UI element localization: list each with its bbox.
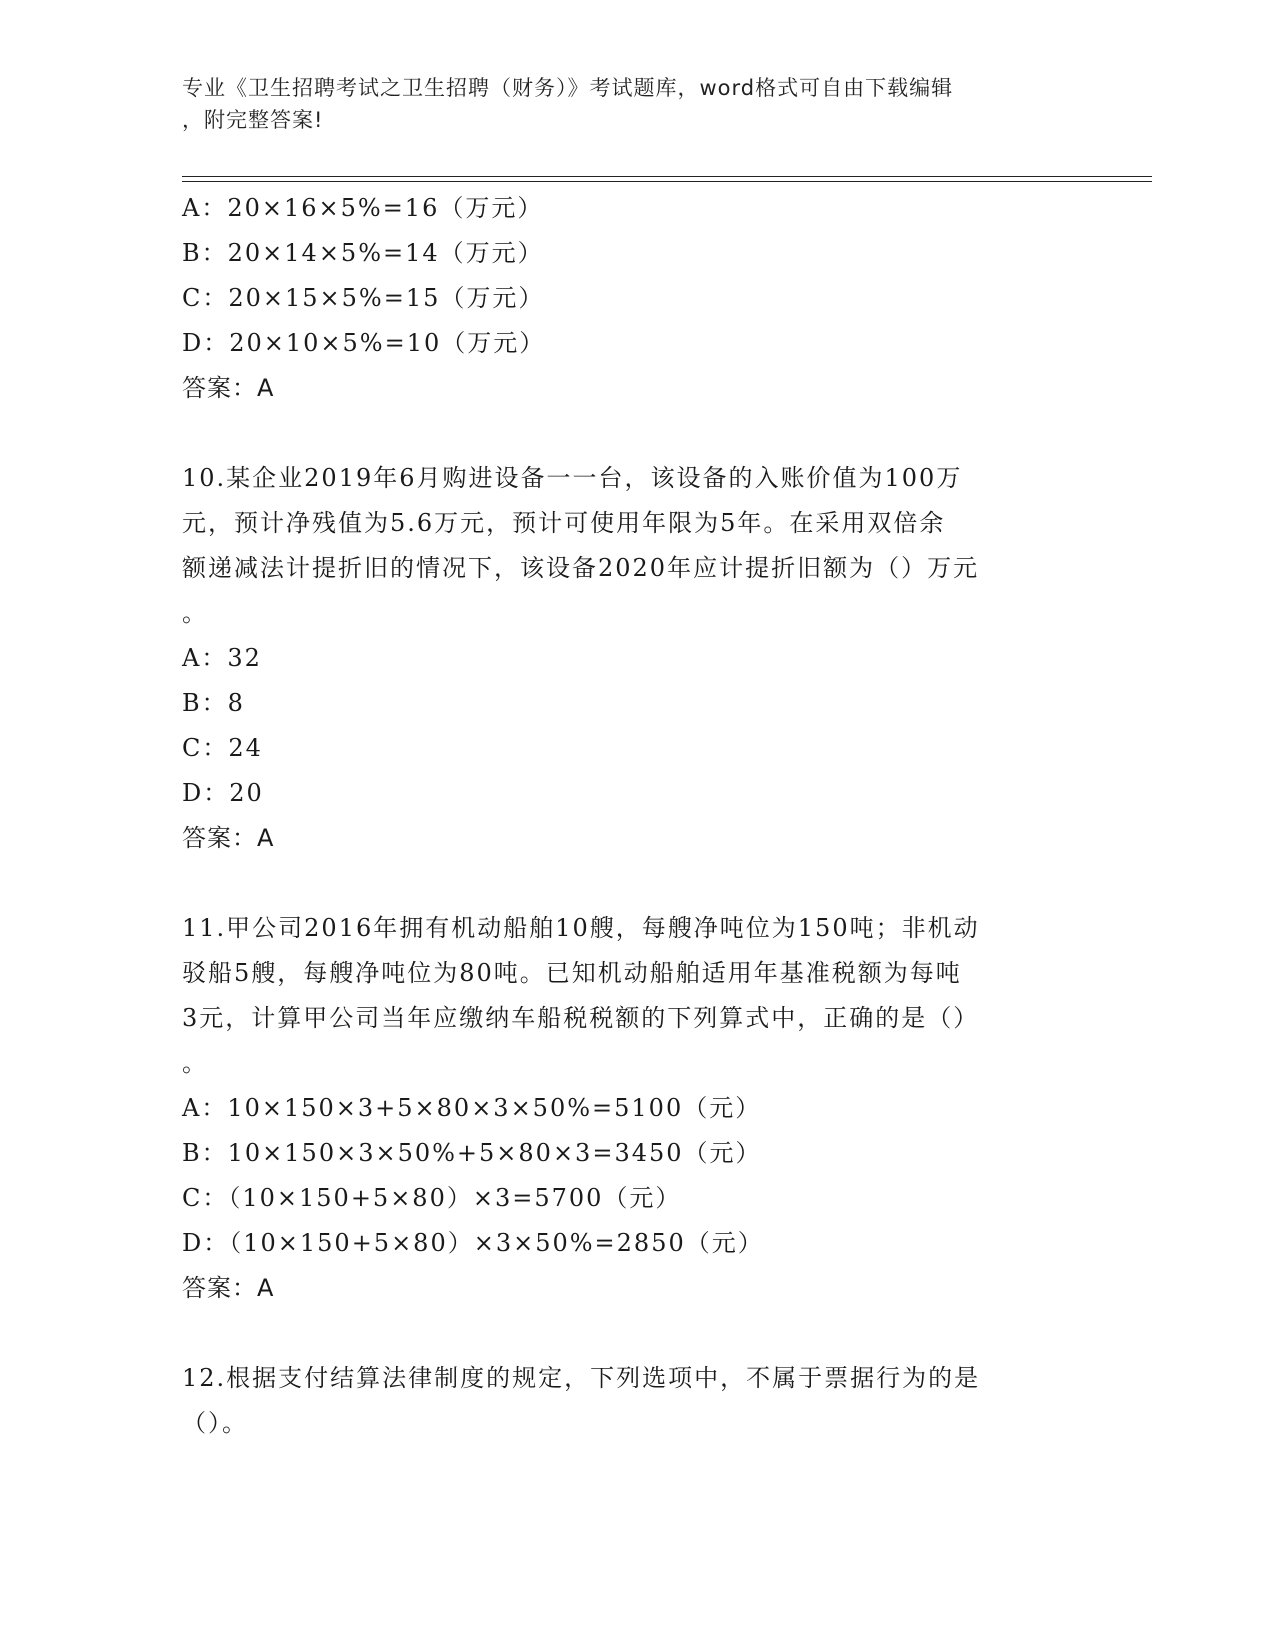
q9-option-a: A：20×16×5%=16（万元） [182, 194, 544, 222]
q11-stem-line-3: 3元，计算甲公司当年应缴纳车船税税额的下列算式中，正确的是（） [182, 1004, 980, 1032]
q11-option-c: C：（10×150+5×80）×3=5700（元） [182, 1184, 682, 1212]
q12-stem-line-1: 12.根据支付结算法律制度的规定，下列选项中，不属于票据行为的是 [182, 1364, 981, 1392]
question-12-block [182, 1356, 1062, 1446]
q12-stem-line-2: （）。 [182, 1409, 248, 1437]
q11-stem [182, 906, 1062, 1086]
header-divider-bottom [182, 181, 1152, 182]
q11-option-d: D：（10×150+5×80）×3×50%=2850（元） [182, 1229, 764, 1257]
header-line-1: 专业《卫生招聘考试之卫生招聘（财务）》考试题库，word格式可自由下载编辑 [182, 76, 954, 100]
question-10-block [182, 456, 1062, 861]
q9-answer: 答案：A [182, 374, 275, 402]
q10-stem-line-2: 元，预计净残值为5.6万元，预计可使用年限为5年。在采用双倍余 [182, 509, 946, 537]
header-line-2: ，附完整答案! [182, 108, 324, 132]
header-divider-top [182, 176, 1152, 177]
q10-stem-line-1: 10.某企业2019年6月购进设备一一台，该设备的入账价值为100万 [182, 464, 963, 492]
q12-stem [182, 1356, 1062, 1446]
q10-option-d: D：20 [182, 779, 264, 807]
q10-option-c: C：24 [182, 734, 263, 762]
q9-option-c: C：20×15×5%=15（万元） [182, 284, 545, 312]
q10-option-a: A：32 [182, 644, 262, 672]
q10-answer: 答案：A [182, 824, 275, 852]
q11-option-a: A：10×150×3+5×80×3×50%=5100（元） [182, 1094, 762, 1122]
q11-answer: 答案：A [182, 1274, 275, 1302]
q11-stem-line-1: 11.甲公司2016年拥有机动船舶10艘，每艘净吨位为150吨；非机动 [182, 914, 980, 942]
q11-option-b: B：10×150×3×50%+5×80×3=3450（元） [182, 1139, 762, 1167]
q10-stem [182, 456, 1062, 636]
question-11-block [182, 906, 1062, 1311]
q10-stem-line-3: 额递减法计提折旧的情况下，该设备2020年应计提折旧额为（）万元 [182, 554, 980, 582]
document-header [182, 72, 1062, 136]
q11-stem-line-4: 。 [182, 1049, 208, 1077]
question-9-block [182, 186, 1062, 411]
q9-option-d: D：20×10×5%=10（万元） [182, 329, 546, 357]
q11-stem-line-2: 驳船5艘，每艘净吨位为80吨。已知机动船舶适用年基准税额为每吨 [182, 959, 962, 987]
question-content [182, 186, 1062, 1446]
q9-option-b: B：20×14×5%=14（万元） [182, 239, 544, 267]
q10-stem-line-4: 。 [182, 599, 208, 627]
q10-option-b: B：8 [182, 689, 245, 717]
